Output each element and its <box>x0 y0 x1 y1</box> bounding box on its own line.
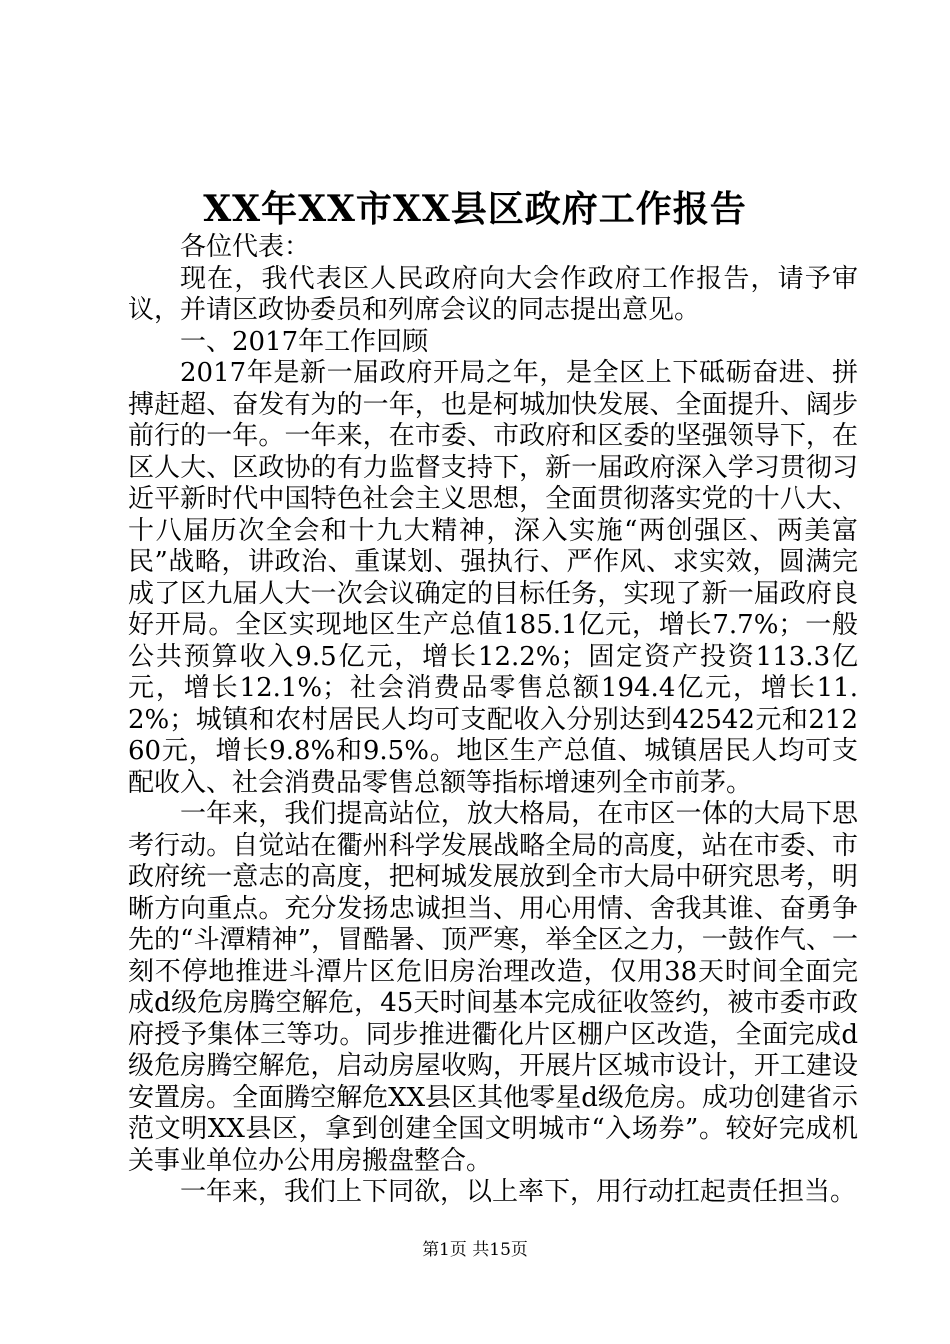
review-paragraph: 2017年是新一届政府开局之年，是全区上下砥砺奋进、拼搏赶超、奋发有为的一年，也是柯城加快发展、全面提升、阔步前行的一年。一年来，在市委、市政府和区委的坚强领导下，在区人大、区政协的有力监督支持下，新一届政府深入学习贯彻习近平新时代中国特色社会主义思想，全面贯彻落实党的十八大、十八届历次全会和十九大精神，深入实施“两创强区、两美富民”战略，讲政治、重谋划、强执行、严作风、求实效，圆满完成了区九届人大一次会议确定的目标任务，实现了新一届政府良好开局。全区实现地区生产总值185.1亿元，增长7.7%；一般公共预算收入9.5亿元，增长12.2%；固定资产投资113.3亿元，增长12.1%；社会消费品零售总额194.4亿元，增长11.2%；城镇和农村居民人均可支配收入分别达到42542元和21260元，增长9.8%和9.5%。地区生产总值、城镇居民人均可支配收入、社会消费品零售总额等指标增速列全市前茅。 <box>128 358 858 798</box>
responsibility-paragraph: 一年来，我们上下同欲，以上率下，用行动扛起责任担当。 <box>180 1177 857 1207</box>
achievements-paragraph: 一年来，我们提高站位，放大格局，在市区一体的大局下思考行动。自觉站在衢州科学发展战略全局的高度，站在市委、市政府统一意志的高度，把柯城发展放到全市大局中研究思考，明晰方向重点。充分发扬忠诚担当、用心用情、舍我其谁、奋勇争先的“斗潭精神”，冒酷暑、顶严寒，举全区之力，一鼓作气、一刻不停地推进斗潭片区危旧房治理改造，仅用38天时间全面完成d级危房腾空解危，45天时间基本完成征收签约，被市委市政府授予集体三等功。同步推进衢化片区棚户区改造，全面完成d级危房腾空解危，启动房屋收购，开展片区城市设计，开工建设安置房。全面腾空解危XX县区其他零星d级危房。成功创建省示范文明XX县区，拿到创建全国文明城市“入场券”。较好完成机关事业单位办公用房搬盘整合。 <box>128 799 858 1176</box>
document-body <box>128 232 858 1209</box>
document-title: XX年XX市XX县区政府工作报告 <box>203 188 747 230</box>
intro-paragraph: 现在，我代表区人民政府向大会作政府工作报告，请予审议，并请区政协委员和列席会议的同志提出意见。 <box>128 263 858 325</box>
page-number: 第1页 共15页 <box>422 1240 528 1260</box>
salutation-paragraph: 各位代表： <box>180 232 311 262</box>
section-heading: 一、2017年工作回顾 <box>180 326 429 357</box>
